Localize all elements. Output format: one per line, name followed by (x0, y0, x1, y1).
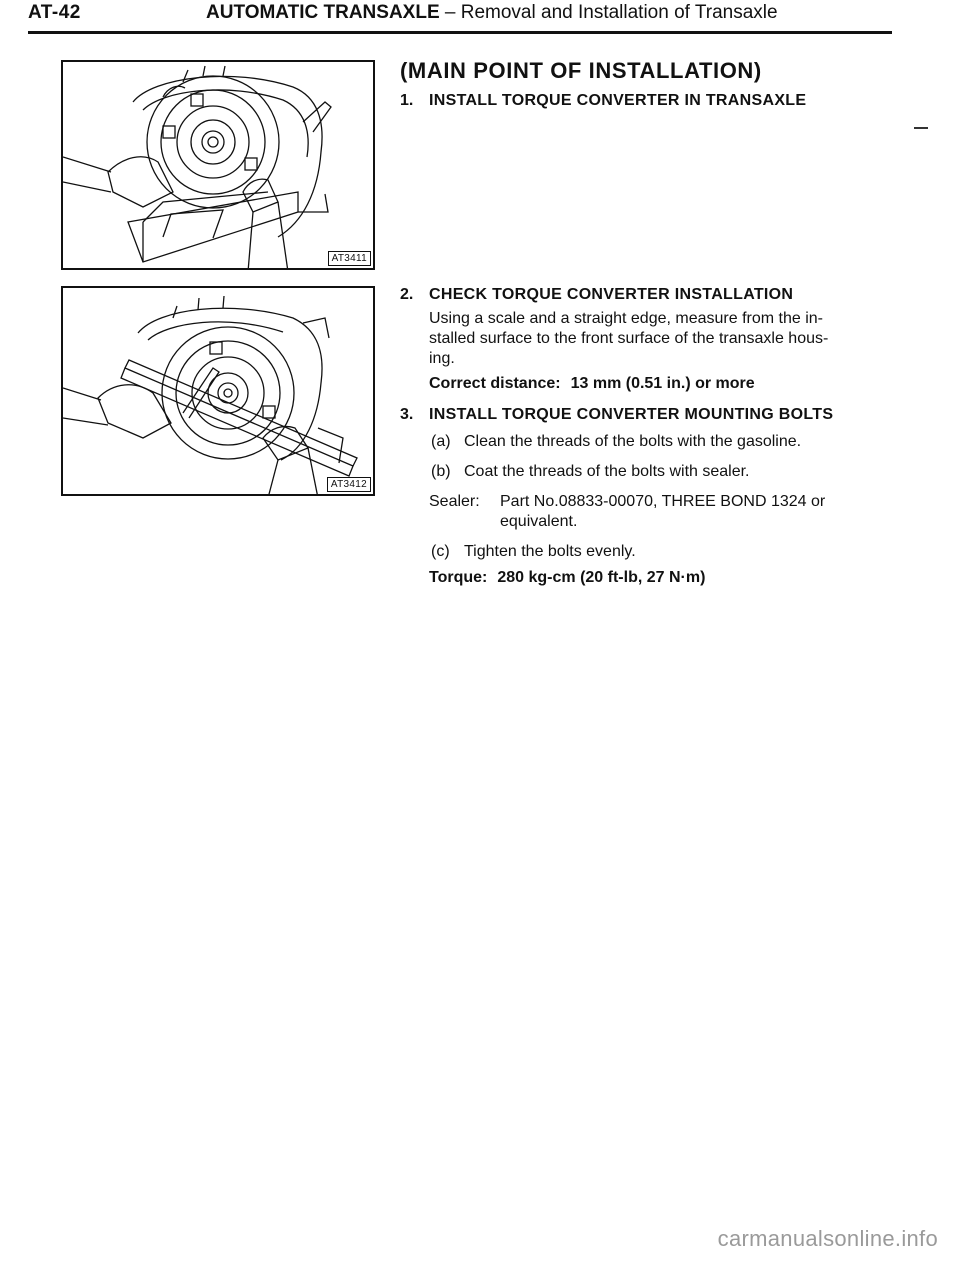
torque-label: Torque: (429, 569, 488, 586)
step-2-title: CHECK TORQUE CONVERTER INSTALLATION (429, 286, 794, 303)
step-3-sub-b (431, 462, 750, 482)
main-heading: (MAIN POINT OF INSTALLATION) (400, 58, 762, 83)
correct-distance-spec (429, 374, 874, 394)
step-3-sub-a (431, 432, 801, 452)
page-number: AT-42 (28, 2, 81, 23)
illustration-torque-converter-check (63, 288, 375, 496)
torque-spec (429, 568, 874, 588)
sealer-value (500, 492, 880, 532)
header-rule (28, 31, 892, 34)
step-2-paragraph (429, 309, 874, 369)
figure-install-converter (61, 60, 375, 270)
main-heading-block (400, 58, 900, 84)
sub-b-text: Coat the threads of the bolts with sealer. (464, 463, 750, 480)
figure-label-at3411: AT3411 (328, 251, 371, 266)
sealer-label: Sealer: (429, 493, 480, 510)
step-1-number: 1. (400, 92, 414, 109)
step-3-number: 3. (400, 406, 414, 423)
sub-a-mark: (a) (431, 433, 451, 450)
step-1-title: INSTALL TORQUE CONVERTER IN TRANSAXLE (429, 92, 807, 109)
torque-value: 280 kg-cm (20 ft-lb, 27 N·m) (497, 569, 706, 586)
correct-distance-label: Correct distance: (429, 375, 561, 392)
step-2-line-2: stalled surface to the front surface of the transaxle hous- (429, 330, 829, 347)
figure-label-at3412: AT3412 (327, 477, 371, 492)
step-3-sub-c (431, 542, 636, 562)
sealer-spec (429, 492, 880, 532)
margin-dash (914, 127, 928, 129)
sealer-line-1: Part No.08833-00070, THREE BOND 1324 or (500, 493, 826, 510)
illustration-torque-converter-install (63, 62, 375, 270)
correct-distance-value: 13 mm (0.51 in.) or more (570, 375, 755, 392)
page-header (28, 0, 892, 36)
sub-c-mark: (c) (431, 543, 450, 560)
section-title-rest: – Removal and Installation of Transaxle (439, 2, 778, 23)
step-2-line-3: ing. (429, 350, 455, 367)
sub-c-text: Tighten the bolts evenly. (464, 543, 636, 560)
step-3-title: INSTALL TORQUE CONVERTER MOUNTING BOLTS (429, 406, 834, 423)
sealer-line-2: equivalent. (500, 513, 578, 530)
section-title (206, 2, 778, 24)
figure-check-converter (61, 286, 375, 496)
watermark: carmanualsonline.info (717, 1226, 938, 1251)
section-title-bold: AUTOMATIC TRANSAXLE (206, 2, 440, 23)
sub-a-text: Clean the threads of the bolts with the gasoline. (464, 433, 802, 450)
step-2-number: 2. (400, 286, 414, 303)
step-2-line-1: Using a scale and a straight edge, measure from the in- (429, 310, 823, 327)
sub-b-mark: (b) (431, 463, 451, 480)
